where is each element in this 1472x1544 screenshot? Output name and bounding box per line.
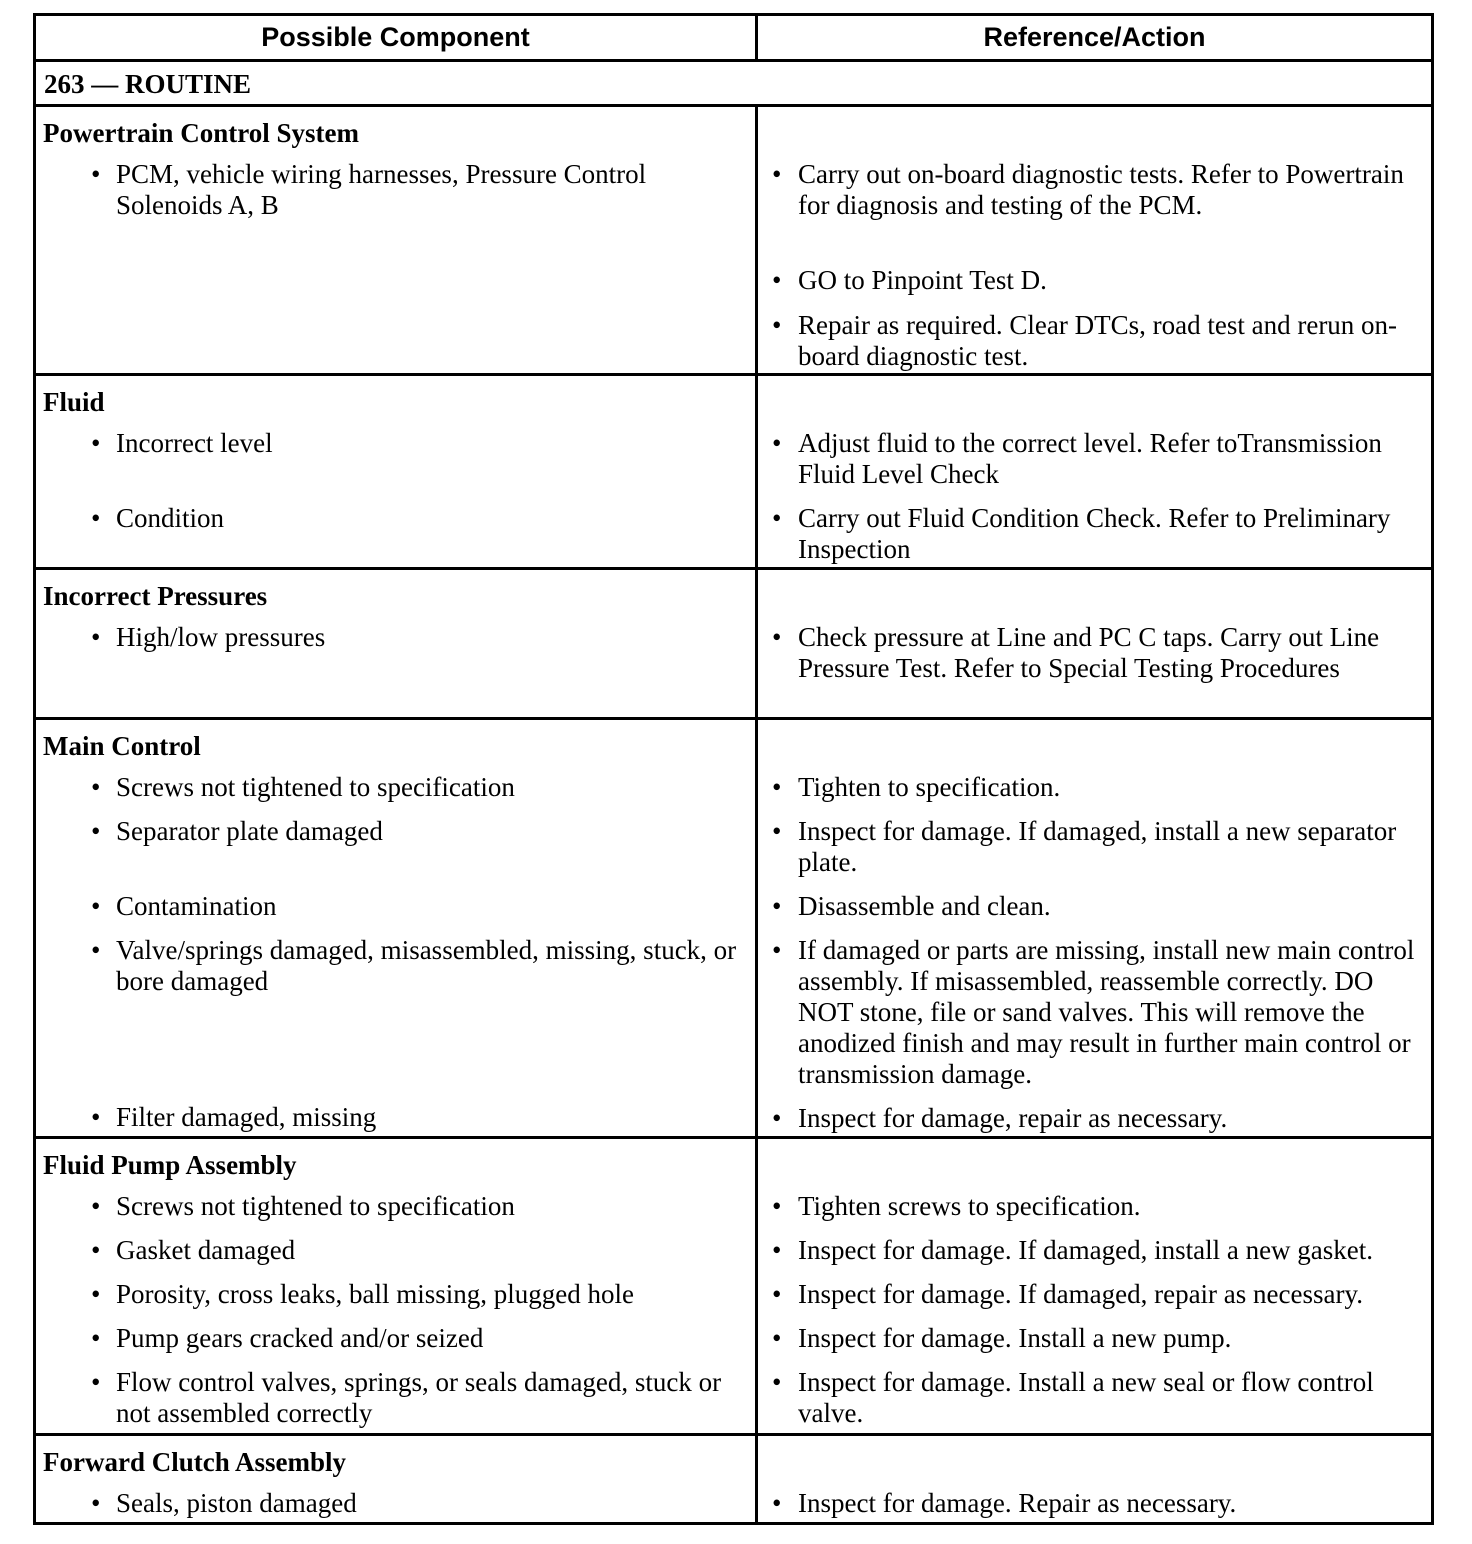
table-row [36, 717, 1431, 1136]
bullet-icon: • [91, 159, 101, 189]
bullet-icon: • [772, 622, 782, 652]
action-text: Tighten screws to specification. [798, 1191, 1141, 1221]
bullet-icon: • [772, 310, 782, 340]
group-title: Main Control [43, 731, 201, 761]
bullet-icon: • [91, 935, 101, 965]
section-title: 263 — ROUTINE [36, 59, 1431, 104]
action-text: GO to Pinpoint Test D. [798, 265, 1047, 295]
component-text: High/low pressures [116, 622, 326, 652]
bullet-icon: • [91, 1191, 101, 1221]
diagnostic-table [33, 13, 1434, 1525]
action-item [758, 1103, 1431, 1134]
component-item [36, 622, 755, 653]
component-cell [36, 1436, 758, 1522]
action-text: Inspect for damage. If damaged, install a new gasket. [798, 1235, 1374, 1265]
component-item [36, 1488, 755, 1519]
bullet-icon: • [91, 1488, 101, 1518]
action-item [758, 622, 1431, 684]
group-title: Forward Clutch Assembly [43, 1447, 346, 1477]
group-title: Incorrect Pressures [43, 581, 268, 611]
group-title: Fluid [43, 387, 105, 417]
bullet-icon: • [91, 622, 101, 652]
bullet-icon: • [91, 428, 101, 458]
action-text: Tighten to specification. [798, 772, 1061, 802]
component-text: Contamination [116, 891, 277, 921]
action-cell [758, 1139, 1431, 1433]
action-text: Inspect for damage. Install a new pump. [798, 1323, 1232, 1353]
action-item [758, 159, 1431, 221]
action-item [758, 816, 1431, 878]
component-text: Filter damaged, missing [116, 1102, 377, 1132]
component-text: Screws not tightened to specification [116, 1191, 515, 1221]
component-item [36, 1191, 755, 1222]
table-row [36, 104, 1431, 373]
bullet-icon: • [772, 1367, 782, 1397]
bullet-icon: • [772, 1279, 782, 1309]
table-header-row [36, 16, 1431, 59]
component-item [36, 1102, 755, 1133]
bullet-icon: • [91, 891, 101, 921]
action-text: Check pressure at Line and PC C taps. Carry out Line Pressure Test. Refer to Special Testing Procedures [798, 622, 1380, 683]
bullet-icon: • [772, 428, 782, 458]
action-cell [758, 720, 1431, 1136]
component-text: Flow control valves, springs, or seals damaged, stuck or not assembled correctly [116, 1367, 722, 1428]
bullet-icon: • [91, 1102, 101, 1132]
component-text: Separator plate damaged [116, 816, 383, 846]
action-cell [758, 570, 1431, 717]
column-header-component: Possible Component [36, 16, 758, 59]
component-item [36, 1367, 755, 1429]
bullet-icon: • [772, 503, 782, 533]
component-cell [36, 570, 758, 717]
component-cell [36, 720, 758, 1136]
bullet-icon: • [772, 891, 782, 921]
table-row [36, 1136, 1431, 1433]
group-title: Powertrain Control System [43, 118, 359, 148]
bullet-icon: • [772, 816, 782, 846]
bullet-icon: • [772, 1191, 782, 1221]
group-title: Fluid Pump Assembly [43, 1150, 297, 1180]
bullet-icon: • [772, 1103, 782, 1133]
component-text: Incorrect level [116, 428, 273, 458]
action-text: Inspect for damage. Install a new seal or flow control valve. [798, 1367, 1374, 1428]
component-text: Condition [116, 503, 225, 533]
component-item [36, 772, 755, 803]
component-item [36, 1279, 755, 1310]
action-text: Adjust fluid to the correct level. Refer toTransmission Fluid Level Check [798, 428, 1382, 489]
bullet-icon: • [772, 159, 782, 189]
action-cell [758, 1436, 1431, 1522]
component-item [36, 1323, 755, 1354]
bullet-icon: • [772, 935, 782, 965]
bullet-icon: • [772, 772, 782, 802]
component-text: PCM, vehicle wiring harnesses, Pressure Control Solenoids A, B [116, 159, 647, 220]
bullet-icon: • [91, 1367, 101, 1397]
action-cell [758, 107, 1431, 373]
bullet-icon: • [91, 1323, 101, 1353]
component-cell [36, 1139, 758, 1433]
component-text: Gasket damaged [116, 1235, 296, 1265]
action-text: Inspect for damage. If damaged, repair as necessary. [798, 1279, 1363, 1309]
action-item [758, 1279, 1431, 1310]
table-row [36, 567, 1431, 717]
action-item [758, 1367, 1431, 1429]
component-text: Valve/springs damaged, misassembled, missing, stuck, or bore damaged [116, 935, 737, 996]
component-item [36, 428, 755, 459]
component-item [36, 503, 755, 534]
bullet-icon: • [91, 772, 101, 802]
component-text: Screws not tightened to specification [116, 772, 515, 802]
action-item [758, 265, 1431, 296]
action-text: Inspect for damage. Repair as necessary. [798, 1488, 1237, 1518]
action-item [758, 503, 1431, 565]
action-item [758, 428, 1431, 490]
action-item [758, 1488, 1431, 1519]
component-cell [36, 376, 758, 567]
table-row [36, 373, 1431, 567]
action-item [758, 1323, 1431, 1354]
bullet-icon: • [91, 1235, 101, 1265]
component-text: Porosity, cross leaks, ball missing, plugged hole [116, 1279, 634, 1309]
action-text: Inspect for damage, repair as necessary. [798, 1103, 1228, 1133]
table-row [36, 1433, 1431, 1522]
component-item [36, 935, 755, 997]
component-text: Seals, piston damaged [116, 1488, 357, 1518]
column-header-action: Reference/Action [983, 22, 1206, 52]
action-item [758, 1235, 1431, 1266]
action-text: Disassemble and clean. [798, 891, 1051, 921]
component-item [36, 159, 755, 221]
component-item [36, 891, 755, 922]
action-item [758, 1191, 1431, 1222]
bullet-icon: • [772, 1235, 782, 1265]
action-item [758, 935, 1431, 1090]
bullet-icon: • [91, 503, 101, 533]
action-text: Carry out on-board diagnostic tests. Refer to Powertrain for diagnosis and testing of the PCM. [798, 159, 1404, 220]
bullet-icon: • [772, 1323, 782, 1353]
action-text: Repair as required. Clear DTCs, road test and rerun on-board diagnostic test. [798, 310, 1398, 371]
bullet-icon: • [91, 1279, 101, 1309]
component-text: Pump gears cracked and/or seized [116, 1323, 484, 1353]
bullet-icon: • [91, 816, 101, 846]
bullet-icon: • [772, 1488, 782, 1518]
action-item [758, 310, 1431, 372]
component-item [36, 816, 755, 847]
action-text: If damaged or parts are missing, install new main control assembly. If misassembled, reassemble correctly. DO NOT stone, file or sand valves. This will remove the anodized finish and may result in further main control or transmission damage. [798, 935, 1415, 1089]
action-item [758, 891, 1431, 922]
action-text: Carry out Fluid Condition Check. Refer to Preliminary Inspection [798, 503, 1391, 564]
component-item [36, 1235, 755, 1266]
component-cell [36, 107, 758, 373]
action-item [758, 772, 1431, 803]
bullet-icon: • [772, 265, 782, 295]
action-text: Inspect for damage. If damaged, install a new separator plate. [798, 816, 1397, 877]
action-cell [758, 376, 1431, 567]
